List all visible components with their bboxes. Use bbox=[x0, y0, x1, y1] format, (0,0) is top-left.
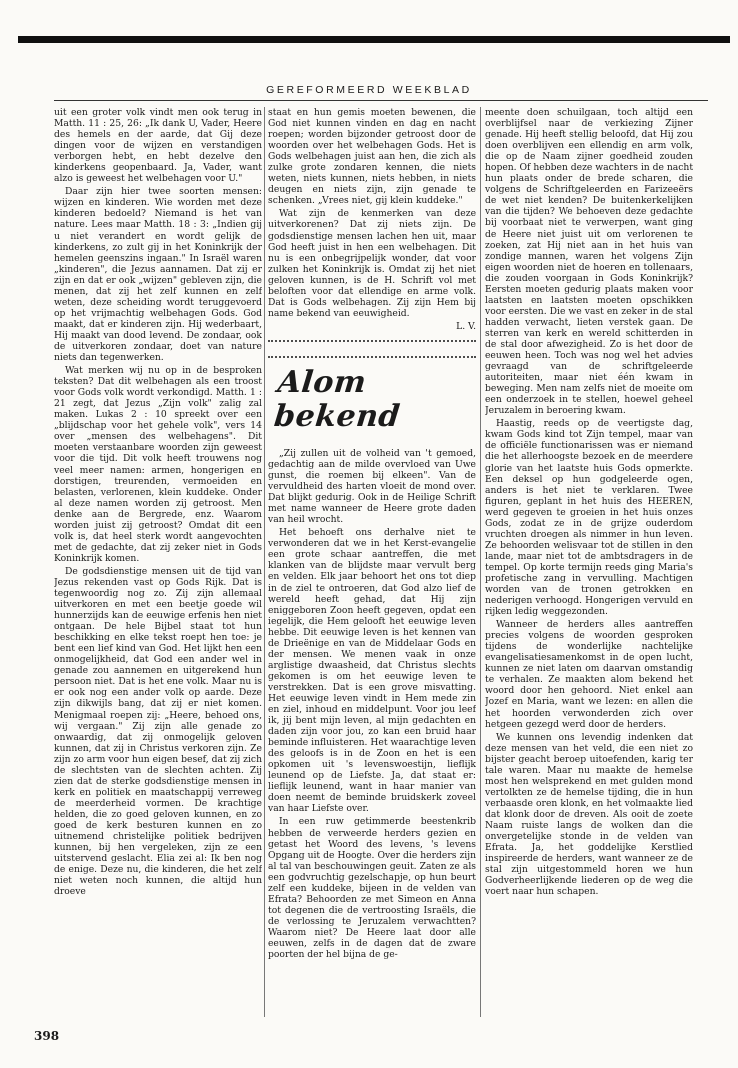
paragraph: Wat zijn de kenmerken van deze uitverkorenen? Dat zij niets zijn. De godsdienstige mensen lachen hen uit, maar God heeft juist in hen een welbehagen. Dit nu is een onbegrijpelijk wonder, dat voor zulken het Koninkrijk is. Omdat zij het niet geloven kunnen, is de H. Schrift vol met beloften voor dat ellendige en arme volk. Dat is Gods welbehagen. Zij zijn Hem bij name bekend van eeuwigheid. bbox=[268, 208, 476, 319]
signature: L. V. bbox=[456, 320, 476, 332]
paragraph: uit een groter volk vindt men ook terug in Matth. 11 : 25, 26: „Ik dank U, Vader, Heere des hemels en der aarde, dat Gij deze dingen voor de wijzen en verstandigen verborgen hebt, en hebt dezelve den kinderkens geopenbaard. Ja, Vader, want alzo is geweest het welbehagen voor U." bbox=[54, 107, 262, 185]
column-middle bbox=[268, 107, 476, 1022]
header-rule bbox=[54, 100, 708, 101]
column-separator bbox=[264, 107, 265, 1017]
paragraph: We kunnen ons levendig indenken dat deze mensen van het veld, die een niet zo bijster geacht beroep uitoefenden, karig ter tale waren. Maar nu maakte de hemelse most hen welsprekend en met gulden mond vertolkten ze de hemelse tijding, die in hun verbaasde oren klonk, en het volmaakte lied dat klonk door de dreven. Als ooit de zoete Naam ruiste langs de wolken dan die onvergetelijke stonde in de velden van Efrata. Ja, het goddelijke Kerstlied inspireerde de herders, want wanneer ze de stal zijn uitgestommeld horen we hun Godverheerlijkende liederen op de weg die voert naar hun schapen. bbox=[485, 731, 693, 898]
ornamental-divider bbox=[268, 340, 476, 358]
paragraph: staat en hun gemis moeten bewenen, die God niet kunnen vinden en dag en nacht roepen; worden bijzonder getroost door de woorden over het welbehagen Gods. Het is Gods welbehagen juist aan hen, die zich als zulke grote zondaren kennen, die niets weten, niets kunnen, niets hebben, in niets deugen en niets zijn, zijn genade te schenken. „Vrees niet, gij klein kuddeke." bbox=[268, 107, 476, 207]
column-right bbox=[485, 107, 693, 1022]
paragraph: meente doen schuilgaan, toch altijd een overblijfsel naar de verkiezing Zijner genade. Hij heeft stellig beloofd, dat Hij zou doen overblijven een ellendig en arm volk, die op de Naam zijner goedheid zouden hopen. Of hebben deze wachters in de nacht hun plaats onder de brede scharen, die volgens de Schriftgeleerden en Farizeeërs de wet niet kenden? De buitenkerkelijken van die tijden? We behoeven deze gedachte bij voorbaat niet te verwerpen, want ging de Heere niet juist uit om verlorenen te zoeken, zat Hij niet aan in het huis van zondige mannen, waren het volgens Zijn eigen woorden niet de hoeren en tollenaars, die zouden voorgaan in Gods Koninkrijk? Eersten moeten gedurig plaats maken voor laatsten en laatsten moeten opschikken voor eersten. Die we vast en zeker in de stal hadden verwacht, lieten verstek gaan. De sterren van kerk en wereld schitterden in de stal door afwezigheid. Zo is het door de eeuwen heen. Toch was nog wel het advies gevraagd van de schriftgeleerde autoriteiten, maar niet één kwam in beweging. Men nam zelfs niet de moeite om een onderzoek in te stellen, hoewel geheel Jeruzalem in beroering kwam. bbox=[485, 107, 693, 417]
running-header: GEREFORMEERD WEEKBLAD bbox=[266, 84, 472, 96]
paragraph: Het behoeft ons derhalve niet te verwonderen dat we in het Kerst-evangelie een grote schaar aantreffen, die met klanken van de blijdste maar vervult berg en velden. Elk jaar behoort het ons tot diep in de ziel te ontroeren, dat God alzo lief de wereld heeft gehad, dat Hij zijn eniggeboren Zoon heeft gegeven, opdat een iegelijk, die Hem gelooft het eeuwige leven hebbe. Dit eeuwige leven is het kennen van de Drieënige en van de Middelaar Gods en der mensen. We menen vaak in onze arglistige dwaasheid, dat Christus slechts gekomen is om het eeuwige leven te verstrekken. Dat is een grove misvatting. Het eeuwige leven vindt in Hem mede zin en ziel, inhoud en middelpunt. Voor jou leef ik, jij bent mijn leven, al mijn gedachten en daden zijn voor jou, zo kan een bruid haar beminde influisteren. Het waarachtige leven des geloofs is in de Zoon en het is een opkomen uit 's levenswoestijn, lieflijk leunend op de Liefste. Ja, dat staat er: lieflijk leunend, want in haar manier van doen neemt de beminde bruidskerk zoveel van haar Liefste over. bbox=[268, 527, 476, 815]
paragraph: Haastig, reeds op de veertigste dag, kwam Gods kind tot Zijn tempel, maar van de officiële functionarissen was er niemand die het allerhoogste bezoek en de meerdere glorie van het laatste huis Gods opmerkte. Een deksel op hun godgeleerde ogen, anders is het niet te verklaren. Twee figuren, geplant in het huis des HEEREN, werd gegeven te groeien in het huis onzes Gods, zodat ze in de grijze ouderdom vruchten droegen als nimmer in hun leven. Ze behoorden welisvaar tot de stillen in den lande, maar niet tot de ambtsdragers in de tempel. Op korte termijn reeds ging Maria's profetische zang in vervulling. Machtigen worden van de tronen getrokken en nederigen verhoogd. Hongerigen vervuld en rijken ledig weggezonden. bbox=[485, 418, 693, 618]
column-left bbox=[54, 107, 262, 1022]
paragraph: De godsdienstige mensen uit de tijd van Jezus rekenden vast op Gods Rijk. Dat is tegenwoordig nog zo. Zij zijn allemaal uitverkoren en met een beetje goede wil hunnerzijds kan de eeuwige erfenis hen niet ontgaan. De hele Bijbel staat tot hun beschikking en elke tekst roept hen toe: je bent een lief kind van God. Het lijkt hen een onmogelijkheid, dat God een ander wel in genade zou aannemen en uitgerekend hun persoon niet. Dat is het ene volk. Maar nu is er ook nog een ander volk op aarde. Deze zijn dikwijls bang, dat zij er niet komen. Menigmaal roepen zij: „Heere, behoed ons, wij vergaan." Zij zijn alle genade zo onwaardig, dat zij onmogelijk geloven kunnen, dat zij in Christus verkoren zijn. Ze zijn zo arm voor hun eigen besef, dat zij zich de slechtsten van de slechten achten. Zij zien dat de sterke godsdienstige mensen in kerk en politiek en maatschappij verreweg de meerderheid vormen. De krachtige helden, die zo goed geloven kunnen, en zo goed de kerk besturen kunnen en zo uitnemend christelijke politiek bedrijven kunnen, bij hen vergeleken, zijn ze een uitstervend geslacht. Elia zei al: Ik ben nog de enige. Deze nu, die kinderen, die het zelf niet weten noch kunnen, die altijd hun droeve bbox=[54, 565, 262, 898]
article-title: Alom bekend bbox=[272, 364, 402, 434]
paragraph: Wanneer de herders alles aantreffen precies volgens de woorden gesproken tijdens de wonderlijke nachtelijke evangelisatiesamenkomst in de open lucht, kunnen ze niet laten om daarvan omstandig te verhalen. Ze maakten alom bekend het woord door hen gehoord. Niet enkel aan Jozef en Maria, want we lezen: en allen die het hoorden verwonderden zich over hetgeen gezegd werd door de herders. bbox=[485, 619, 693, 730]
paragraph: Daar zijn hier twee soorten mensen: wijzen en kinderen. Wie worden met deze kinderen bedoeld? Niemand is het van nature. Lees maar Matth. 18 : 3: „Indien gij u niet verandert en wordt gelijk de kinderkens, zo zult gij in het Koninkrijk der hemelen geenszins ingaan." In Israël waren „kinderen", die Jezus aannamen. Dat zij er zijn en dat er ook „wijzen" gebleven zijn, die menen, dat zij het zelf kunnen en zelf weten, deze scheiding wordt teruggevoerd op het vrijmachtig welbehagen Gods. God maakt, dat er kinderen zijn. Hij wederbaart, Hij maakt van dood levend. De zondaar, ook de uitverkoren zondaar, doet van nature niets dan tegenwerken. bbox=[54, 186, 262, 364]
paragraph: In een ruw getimmerde beestenkrib hebben de verweerde herders gezien en getast het Woord des levens, 's levens Opgang uit de Hoogte. Over die herders zijn al tal van beschouwingen geuit. Zaten ze als een godvruchtig gezelschapje, op hun beurt zelf een kuddeke, bijeen in de velden van Efrata? Behoorden ze met Simeon en Anna tot degenen die de vertroosting Israëls, die de verlossing te Jeruzalem verwachtten? Waarom niet? De Heere laat door alle eeuwen, zelfs in de dagen dat de zware poorten der hel bijna de ge- bbox=[268, 816, 476, 961]
top-rule bbox=[18, 36, 730, 43]
paragraph: „Zij zullen uit de volheid van 't gemoed, gedachtig aan de milde overvloed van Uwe gunst, die roemen bij elkeen". Van de vervuldheid des harten vloeit de mond over. Dat blijkt gedurig. Ook in de Heilige Schrift met name wanneer de Heere grote daden van heil wrocht. bbox=[268, 447, 476, 526]
column-separator bbox=[480, 107, 481, 1017]
paragraph: Wat merken wij nu op in de besproken teksten? Dat dit welbehagen als een troost voor Gods volk wordt verkondigd. Matth. 1 : 21 zegt, dat Jezus „Zijn volk" zalig zal maken. Lukas 2 : 10 spreekt over een „blijdschap voor het gehele volk", vers 14 over „mensen des welbehagens". Dit moeten verstaanbare woorden zijn geweest voor die tijd. Dit volk heeft trouwens nog veel meer namen: armen, hongerigen en dorstigen, treurenden, vermoeiden en belasten, verlorenen, klein kuddeke. Onder al deze namen worden zij getroost. Men denke aan de Bergrede, enz. Waarom worden juist zij getroost? Omdat dit een volk is, dat heel sterk wordt aangevochten met de gedachte, dat zij zeker niet in Gods Koninkrijk komen. bbox=[54, 365, 262, 564]
page-number: 398 bbox=[34, 1029, 60, 1043]
